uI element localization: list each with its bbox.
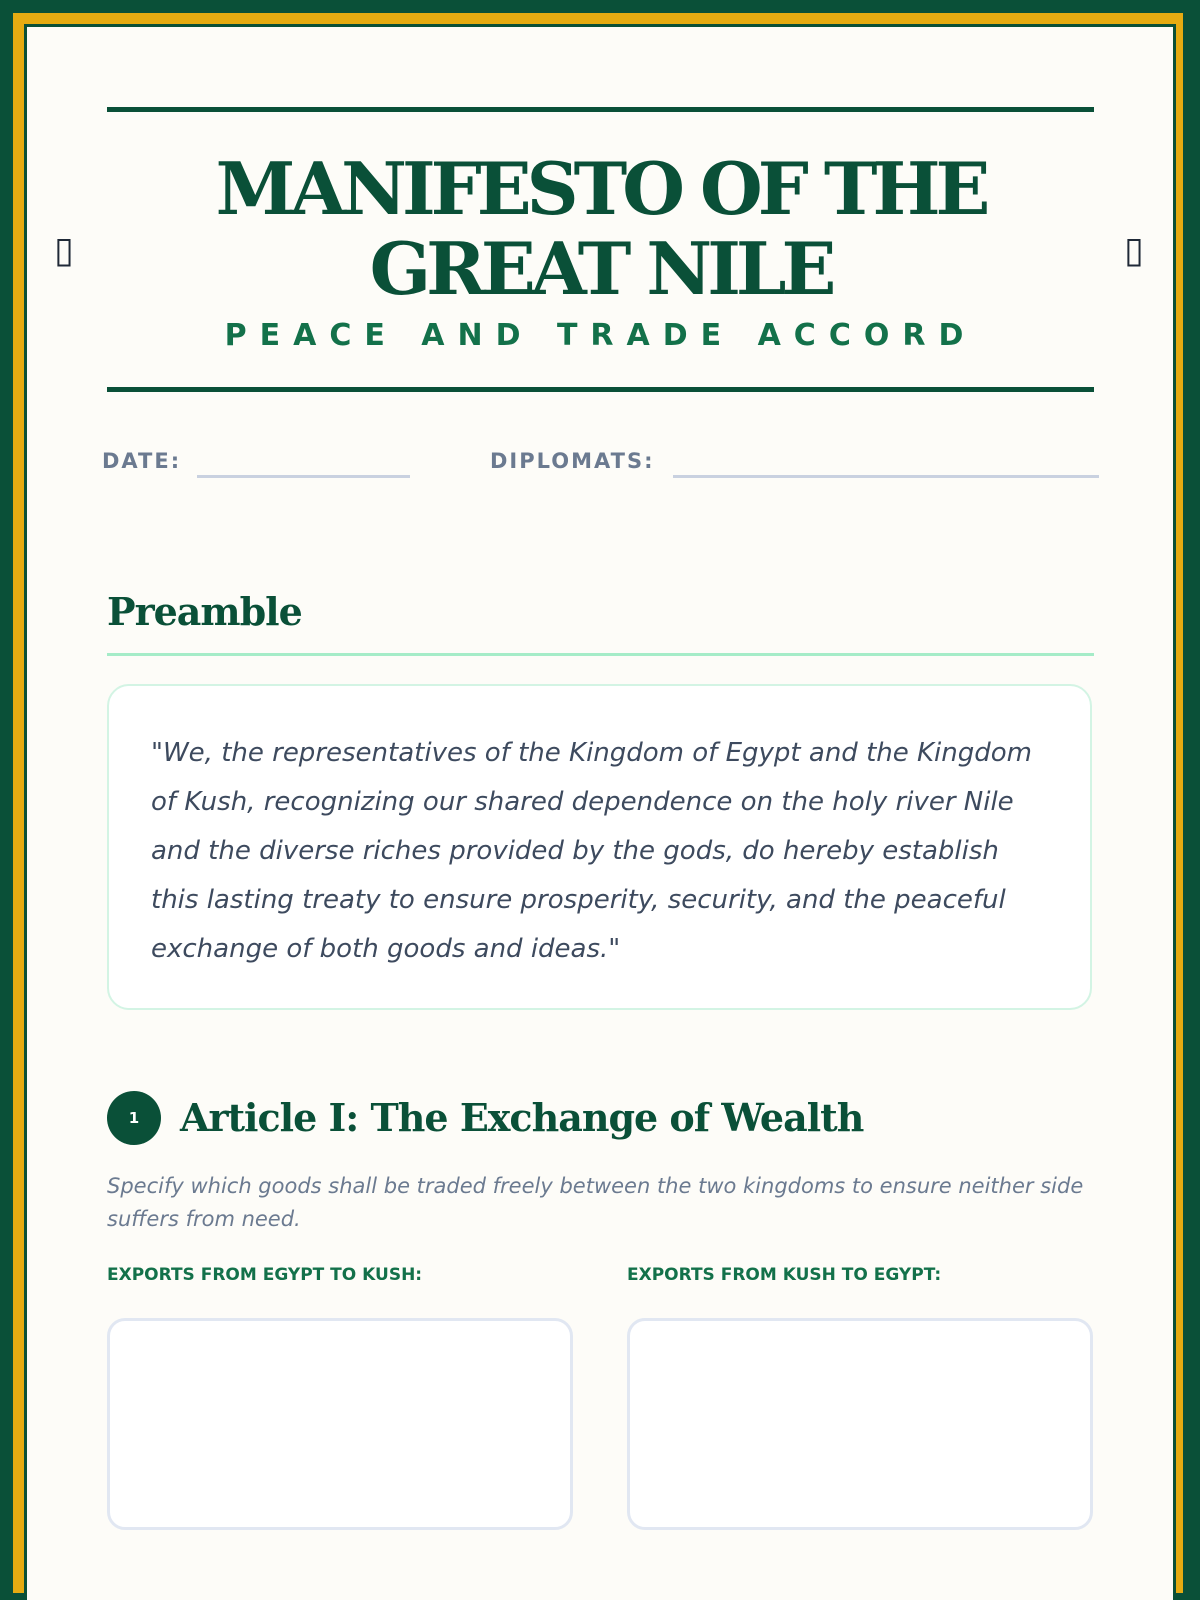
diplomats-field[interactable] — [673, 475, 1099, 478]
egypt-exports-input[interactable] — [107, 1318, 573, 1530]
egypt-exports-label: EXPORTS FROM EGYPT TO KUSH: — [107, 1265, 423, 1285]
missing-glyph-icon: ▯ — [54, 230, 74, 271]
article-number-badge: 1 — [107, 1091, 161, 1145]
diplomats-label: DIPLOMATS: — [490, 449, 655, 473]
date-field[interactable] — [197, 475, 410, 478]
article-description: Specify which goods shall be traded freely between the two kingdoms to ensure neither side suffers from need. — [107, 1174, 1084, 1231]
page-title: MANIFESTO OF THE GREAT NILE — [215, 146, 986, 311]
title-top-rule — [107, 107, 1094, 112]
preamble-rule — [107, 653, 1094, 656]
document-content — [27, 27, 1173, 1600]
title-bottom-rule — [107, 387, 1094, 392]
missing-glyph-icon: ▯ — [1124, 230, 1144, 271]
preamble-box — [107, 684, 1092, 1010]
kush-exports-label: EXPORTS FROM KUSH TO EGYPT: — [627, 1265, 942, 1285]
page-subtitle: PEACE AND TRADE ACCORD — [224, 318, 977, 353]
preamble-heading: Preamble — [107, 589, 302, 634]
article-title: Article I: The Exchange of Wealth — [180, 1095, 864, 1140]
preamble-text: "We, the representatives of the Kingdom of Egypt and the Kingdom of Kush, recognizing our shared dependence on the holy river Nile and the diverse riches provided by the gods, do hereby establish this lasting treaty to ensure prosperity, security, and the peaceful exchange of both goods and ideas." — [151, 738, 1032, 964]
date-label: DATE: — [102, 449, 182, 473]
kush-exports-input[interactable] — [627, 1318, 1093, 1530]
